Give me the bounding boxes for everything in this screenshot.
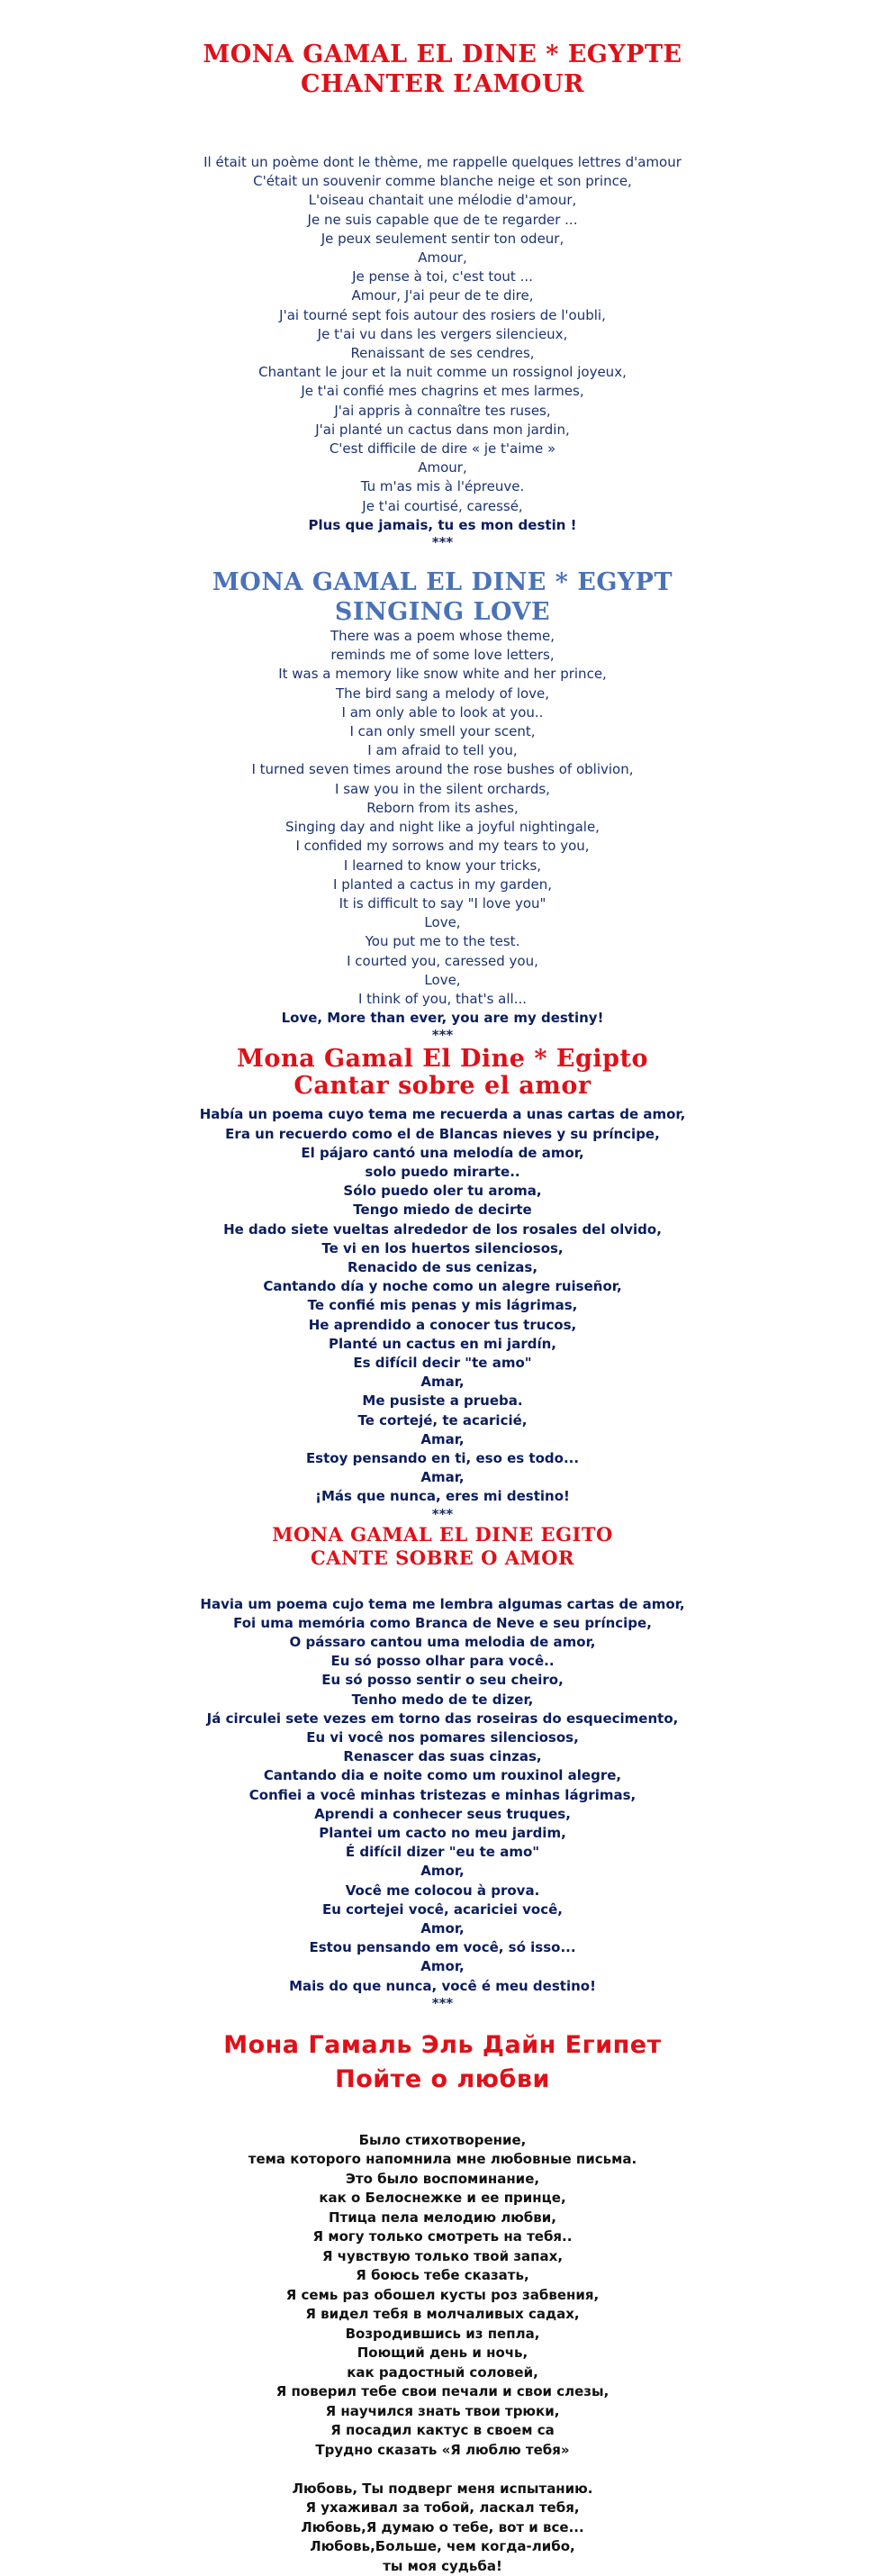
poem-line: Я могу только смотреть на тебя.. [312, 2228, 573, 2245]
poem-line: ты моя судьба! [383, 2557, 502, 2574]
poem-line: как радостный соловей, [347, 2363, 538, 2381]
poem-line: Renascer das suas cinzas, [343, 1748, 542, 1765]
poem-line: Я поверил тебе свои печали и свои слезы, [275, 2383, 610, 2400]
title-line: Мона Гамаль Эль Дайн Египет [223, 2030, 662, 2059]
poem-line: El pájaro cantó una melodía de amor, [301, 1144, 584, 1161]
poem-line: I confided my sorrows and my tears to you, [295, 838, 590, 855]
poem-line: Tu m'as mis à l'épreuve. [360, 478, 525, 495]
poem-line: J'ai tourné sept fois autour des rosiers de l'oubli, [279, 306, 606, 323]
poem-line: Il était un poème dont le thème, me rappelle quelques lettres d'amour [203, 154, 682, 170]
poem-line: Renaissant de ses cendres, [350, 345, 535, 362]
section-separator: *** [431, 1994, 454, 2011]
poem-line: I learned to know your tricks, [343, 857, 542, 874]
poem-line: I saw you in the silent orchards, [335, 780, 550, 797]
poem-line: Chantant le jour et la nuit comme un rossignol joyeux, [258, 364, 627, 381]
poem-line: Любовь, Ты подверг меня испытанию. [292, 2480, 593, 2497]
title-line: MONA GAMAL EL DINE * EGYPTE [203, 41, 682, 68]
poem-line: I turned seven times around the rose bushes of oblivion, [251, 761, 634, 778]
poem-line: Amour, [418, 249, 467, 267]
poem-lines-spanish [0, 1105, 885, 1506]
poem-line: Tenho medo de te dizer, [351, 1691, 534, 1708]
poem-line: Возродившись из пепла, [345, 2325, 540, 2342]
poem-line: Era un recuerdo como el de Blancas nieves y su príncipe, [225, 1125, 660, 1142]
poem-line: Eu vi você nos pomares silenciosos, [306, 1729, 579, 1746]
title-line: MONA GAMAL EL DINE * EGYPT [212, 568, 673, 597]
poem-line: Amour, J'ai peur de te dire, [351, 287, 534, 304]
poem-line: Renacido de sus cenizas, [347, 1258, 538, 1275]
poem-line: Amor, [420, 1863, 465, 1880]
title-line: MONA GAMAL EL DINE EGITO [272, 1522, 613, 1546]
poem-line: O pássaro cantou uma melodia de amor, [289, 1634, 596, 1650]
poem-lines-english [0, 627, 885, 1009]
poem-line: Je t'ai courtisé, caressé, [362, 497, 523, 514]
poem-line: Поющий день и ночь, [357, 2345, 528, 2362]
poem-line: Eu cortejei você, acariciei você, [322, 1900, 563, 1918]
poem-title-spanish [0, 1046, 885, 1100]
poem-line: Я посадил кактус в своем са [330, 2422, 555, 2439]
poem-line: Было стихотворение, [358, 2131, 527, 2148]
poem-line: He aprendido a conocer tus trucos, [308, 1316, 577, 1333]
poem-line: Amour, [418, 459, 467, 476]
poem-line: тема которого напомнила мне любовные письма. [248, 2151, 637, 2168]
poem-lines-portuguese [0, 1595, 885, 1996]
poem-line: Te vi en los huertos silenciosos, [321, 1239, 564, 1256]
poem-line: Amor, [420, 1920, 465, 1937]
poem-line: Singing day and night like a joyful nightingale, [285, 819, 600, 836]
poem-line: Planté un cactus en mi jardín, [329, 1335, 556, 1352]
section-separator: *** [431, 534, 454, 551]
title-line: CHANTER L’AMOUR [301, 70, 584, 98]
poem-line: Я семь раз обошел кусты роз забвения, [285, 2286, 600, 2303]
poem-title-portuguese [0, 1523, 885, 1570]
poem-line: Я видел тебя в молчаливых садах, [305, 2306, 580, 2323]
poem-title-russian [0, 2028, 885, 2097]
poem-line: J'ai planté un cactus dans mon jardin, [315, 421, 570, 438]
section-separator: *** [431, 1027, 454, 1044]
poem-line: Я ухаживал за тобой, ласкал тебя, [305, 2499, 580, 2517]
poem-line: L'oiseau chantait une mélodie d'amour, [308, 192, 577, 209]
poem-line: Cantando día y noche como un alegre ruiseñor, [263, 1278, 622, 1295]
poem-section-russian [0, 2028, 885, 2576]
poem-line: I planted a cactus in my garden, [333, 875, 552, 893]
poem-line: It was a memory like snow white and her prince, [278, 666, 607, 683]
poem-line: Estoy pensando en ti, eso es todo... [305, 1449, 580, 1466]
poem-line: Я научился знать твои трюки, [325, 2402, 560, 2419]
poem-line: Amor, [420, 1958, 465, 1975]
poem-line: как о Белоснежке и ее принце, [319, 2190, 566, 2207]
poem-line: Eu só posso olhar para você.. [330, 1653, 555, 1670]
section-separator: *** [431, 1505, 454, 1522]
poem-line: The bird sang a melody of love, [335, 685, 550, 702]
poem-line: Te cortejé, te acaricié, [357, 1411, 528, 1429]
poem-line: Reborn from its ashes, [366, 799, 519, 816]
poem-line: solo puedo mirarte.. [365, 1163, 520, 1180]
poem-line: C'est difficile de dire « je t'aime » [329, 440, 556, 458]
poem-line: Amar, [420, 1430, 465, 1447]
poem-line: ¡Más que nunca, eres mi destino! [315, 1488, 570, 1505]
poem-section-french [0, 0, 885, 549]
poem-line: Amar, [420, 1374, 465, 1391]
poem-line: Птица пела мелодию любви, [329, 2209, 556, 2226]
poem-line: Você me colocou à prova. [345, 1882, 540, 1899]
poem-line: Трудно сказать «Я люблю тебя» [315, 2441, 570, 2458]
title-line: Пойте о любви [335, 2064, 550, 2093]
poem-line: Já circulei sete vezes em torno das roseiras do esquecimento, [206, 1710, 679, 1727]
poem-line: Это было воспоминание, [345, 2170, 540, 2187]
poem-line: Plantei um cacto no meu jardim, [319, 1825, 566, 1842]
poem-line: Había un poema cuyo tema me recuerda a unas cartas de amor, [199, 1106, 686, 1123]
poem-line: Sólo puedo oler tu aroma, [343, 1183, 542, 1200]
poem-line: Love, [424, 971, 461, 988]
poem-lines-french [0, 153, 885, 516]
poem-line: Aprendi a conhecer seus truques, [314, 1805, 571, 1822]
poem-line: É difícil dizer "eu te amo" [345, 1844, 540, 1861]
poem-line: Je ne suis capable que de te regarder ... [307, 211, 578, 228]
poem-line: C'était un souvenir comme blanche neige et son prince, [253, 173, 632, 190]
poem-line: I can only smell your scent, [349, 723, 536, 740]
poem-section-english [0, 567, 885, 1042]
poem-line: He dado siete vueltas alrededor de los rosales del olvido, [223, 1220, 662, 1238]
title-line: Cantar sobre el amor [293, 1072, 592, 1101]
poem-line: Havia um poema cujo tema me lembra algumas cartas de amor, [200, 1595, 685, 1612]
poem-line: I am only able to look at you.. [341, 703, 544, 721]
poem-line: Confiei a você minhas tristezas e minhas lágrimas, [248, 1786, 637, 1803]
poem-line: reminds me of some love letters, [330, 647, 555, 664]
poem-line: Me pusiste a prueba. [362, 1392, 523, 1410]
poem-line: Я боюсь тебе сказать, [356, 2267, 529, 2284]
title-line: SINGING LOVE [334, 598, 551, 627]
poem-line: It is difficult to say "I love you" [339, 894, 546, 912]
poem-line: There was a poem whose theme, [330, 628, 555, 645]
poem-line: J'ai appris à connaître tes ruses, [334, 402, 551, 419]
poem-line: Amar, [420, 1469, 465, 1486]
poem-title-french [0, 40, 885, 99]
poem-line: Estou pensando em você, só isso... [309, 1939, 576, 1956]
poem-lines-russian [0, 2131, 885, 2576]
poem-line: Love, [424, 914, 461, 931]
poem-line: I am afraid to tell you, [367, 742, 518, 759]
poem-stanza [0, 2480, 885, 2576]
poem-line: Eu só posso sentir o seu cheiro, [321, 1672, 564, 1689]
poem-line: Любовь,Больше, чем когда-либо, [310, 2538, 575, 2555]
poem-line: Je peux seulement sentir ton odeur, [321, 230, 564, 247]
poem-line: I courted you, caressed you, [347, 952, 538, 969]
title-line: Mona Gamal El Dine * Egipto [237, 1045, 648, 1074]
poem-line: Je pense à toi, c'est tout ... [352, 268, 533, 286]
poem-line: Es difícil decir "te amo" [353, 1354, 532, 1371]
poem-line: Cantando dia e noite como um rouxinol alegre, [263, 1767, 622, 1784]
poem-line: Te confié mis penas y mis lágrimas, [307, 1297, 578, 1314]
poem-line: Je t'ai vu dans les vergers silencieux, [317, 325, 568, 342]
poem-line: Mais do que nunca, você é meu destino! [289, 1977, 596, 1994]
poem-line: Я чувствую только твой запах, [321, 2247, 564, 2264]
poem-section-portuguese [0, 1523, 885, 2010]
poem-closing-line: Love, More than ever, you are my destiny! [281, 1010, 604, 1027]
poem-closing-line: Plus que jamais, tu es mon destin ! [308, 516, 577, 533]
poem-stanza [0, 2131, 885, 2461]
title-line: CANTE SOBRE O AMOR [310, 1546, 574, 1569]
poem-title-english [0, 567, 885, 627]
poem-line: Je t'ai confié mes chagrins et mes larmes, [301, 383, 584, 400]
poem-line: Foi uma memória como Branca de Neve e seu príncipe, [233, 1614, 652, 1631]
poem-line: I think of you, that's all... [357, 990, 528, 1007]
poem-line: Tengo miedo de decirte [353, 1202, 532, 1219]
poem-section-spanish [0, 1046, 885, 1520]
stanza-gap [0, 2460, 885, 2480]
poem-line: Любовь,Я думаю о тебе, вот и все... [301, 2518, 584, 2535]
poem-line: You put me to the test. [365, 933, 520, 950]
